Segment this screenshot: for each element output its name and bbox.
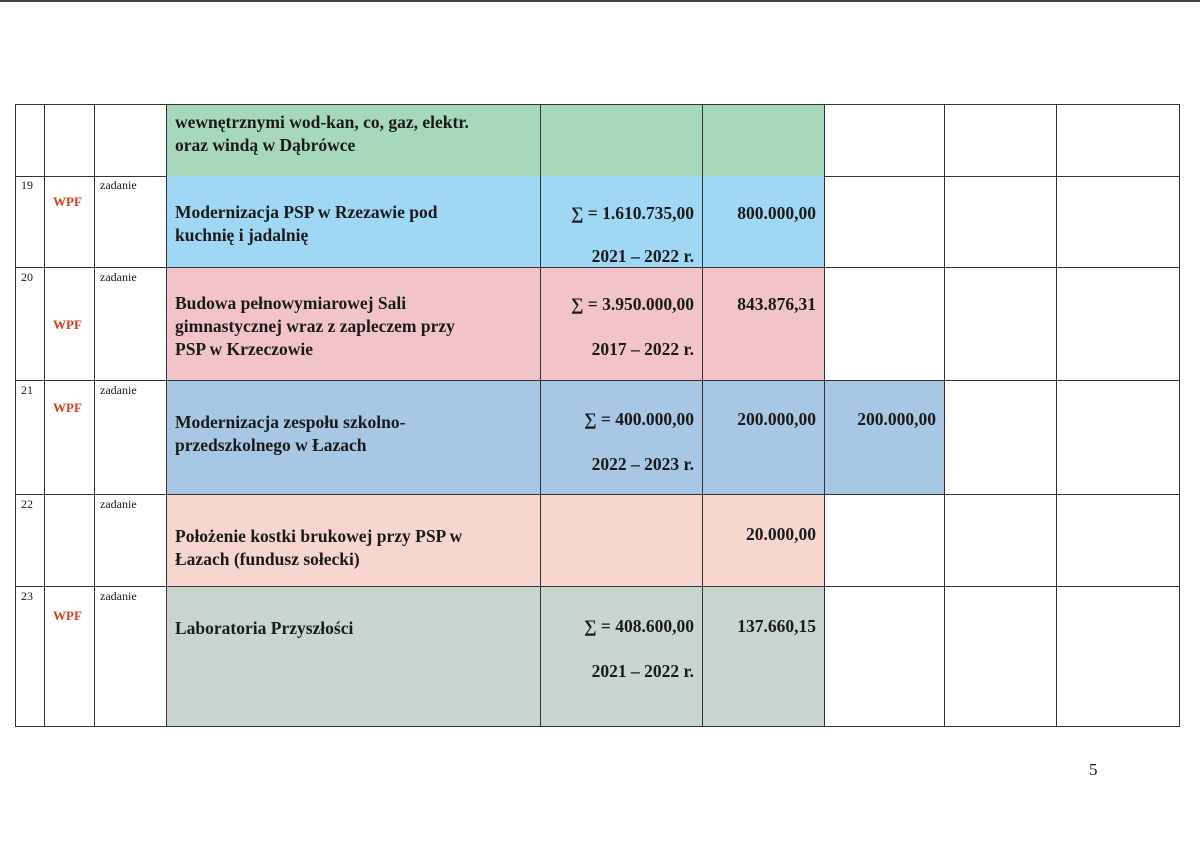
number-cell — [15, 176, 45, 268]
task-type: zadanie — [100, 270, 137, 284]
total-cost: ∑ = 1.610.735,00 — [570, 203, 694, 223]
wpf-cell — [45, 587, 95, 727]
scan-top-edge — [0, 0, 1200, 2]
sum-cell — [541, 587, 703, 727]
amount-cell — [703, 495, 825, 587]
amount2-cell — [825, 176, 945, 268]
type-cell — [95, 105, 167, 177]
years-range: 2021 – 2022 r. — [591, 246, 694, 266]
amount-cell — [703, 268, 825, 381]
empty-cell — [1057, 587, 1180, 727]
task-name-line: Modernizacja PSP w Rzezawie pod — [175, 202, 438, 222]
amount-value: 200.000,00 — [737, 409, 816, 429]
wpf-cell — [45, 105, 95, 177]
type-cell — [95, 587, 167, 727]
task-type: zadanie — [100, 497, 137, 511]
name-cell — [167, 268, 541, 381]
task-name-line: gimnastycznej wraz z zapleczem przy — [175, 316, 455, 336]
table-row-continuation — [15, 104, 1180, 177]
amount2-cell — [825, 495, 945, 587]
task-name-line: Laboratoria Przyszłości — [175, 618, 354, 638]
empty-cell — [1057, 176, 1180, 268]
table-row — [15, 268, 1180, 381]
empty-cell — [1057, 495, 1180, 587]
wpf-cell — [45, 268, 95, 381]
sum-cell — [541, 381, 703, 495]
years-range: 2021 – 2022 r. — [591, 661, 694, 681]
amount-cell — [703, 587, 825, 727]
task-name-line: Budowa pełnowymiarowej Sali — [175, 293, 407, 313]
task-name-line: Modernizacja zespołu szkolno- — [175, 412, 406, 432]
amount-cell — [703, 176, 825, 268]
wpf-cell — [45, 176, 95, 268]
years-range: 2022 – 2023 r. — [591, 454, 694, 474]
empty-cell — [945, 105, 1057, 177]
amount2-cell — [825, 381, 945, 495]
task-type: zadanie — [100, 178, 137, 192]
type-cell — [95, 495, 167, 587]
task-name-line: Położenie kostki brukowej przy PSP w — [175, 526, 463, 546]
name-cell — [167, 105, 541, 177]
years-range: 2017 – 2022 r. — [591, 339, 694, 359]
row-number: 22 — [21, 497, 33, 511]
wpf-label: WPF — [53, 400, 82, 415]
task-type: zadanie — [100, 589, 137, 603]
amount-cell — [703, 105, 825, 177]
empty-cell — [945, 495, 1057, 587]
amount-value: 20.000,00 — [746, 524, 816, 544]
wpf-label: WPF — [53, 317, 82, 332]
row-number: 19 — [21, 178, 33, 192]
task-type: zadanie — [100, 383, 137, 397]
type-cell — [95, 268, 167, 381]
amount-value: 137.660,15 — [737, 616, 816, 636]
total-cost: ∑ = 408.600,00 — [584, 616, 694, 636]
task-name-line: PSP w Krzeczowie — [175, 339, 314, 359]
type-cell — [95, 176, 167, 268]
table-row — [15, 381, 1180, 495]
task-name-line: Łazach (fundusz sołecki) — [175, 549, 360, 569]
row-number: 20 — [21, 270, 33, 284]
sum-cell — [541, 268, 703, 381]
amount-value: 800.000,00 — [737, 203, 816, 223]
amount-value: 843.876,31 — [737, 294, 816, 314]
amount2-value: 200.000,00 — [857, 409, 936, 429]
empty-cell — [945, 381, 1057, 495]
name-cell — [167, 176, 541, 268]
name-cell — [167, 587, 541, 727]
number-cell — [15, 495, 45, 587]
wpf-label: WPF — [53, 194, 82, 209]
sum-cell — [541, 176, 703, 268]
wpf-label: WPF — [53, 608, 82, 623]
empty-cell — [1057, 268, 1180, 381]
table-row — [15, 587, 1180, 727]
number-cell — [15, 268, 45, 381]
table-row — [15, 176, 1180, 268]
wpf-cell — [45, 381, 95, 495]
name-cell — [167, 381, 541, 495]
sum-cell — [541, 105, 703, 177]
task-name-line: oraz windą w Dąbrówce — [175, 135, 356, 155]
total-cost: ∑ = 400.000,00 — [584, 409, 694, 429]
amount2-cell — [825, 268, 945, 381]
number-cell — [15, 105, 45, 177]
task-name-line: wewnętrznymi wod-kan, co, gaz, elektr. — [175, 112, 469, 132]
wpf-cell — [45, 495, 95, 587]
table-row — [15, 495, 1180, 587]
type-cell — [95, 381, 167, 495]
row-number: 23 — [21, 589, 33, 603]
number-cell — [15, 587, 45, 727]
name-cell — [167, 495, 541, 587]
sum-cell — [541, 495, 703, 587]
empty-cell — [1057, 105, 1180, 177]
amount2-cell — [825, 587, 945, 727]
task-name-line: przedszkolnego w Łazach — [175, 435, 367, 455]
empty-cell — [945, 587, 1057, 727]
row-number: 21 — [21, 383, 33, 397]
task-name-line: kuchnię i jadalnię — [175, 225, 309, 245]
empty-cell — [945, 268, 1057, 381]
total-cost: ∑ = 3.950.000,00 — [570, 294, 694, 314]
amount-cell — [703, 381, 825, 495]
empty-cell — [945, 176, 1057, 268]
amount2-cell — [825, 105, 945, 177]
empty-cell — [1057, 381, 1180, 495]
page-number: 5 — [1089, 760, 1098, 779]
number-cell — [15, 381, 45, 495]
